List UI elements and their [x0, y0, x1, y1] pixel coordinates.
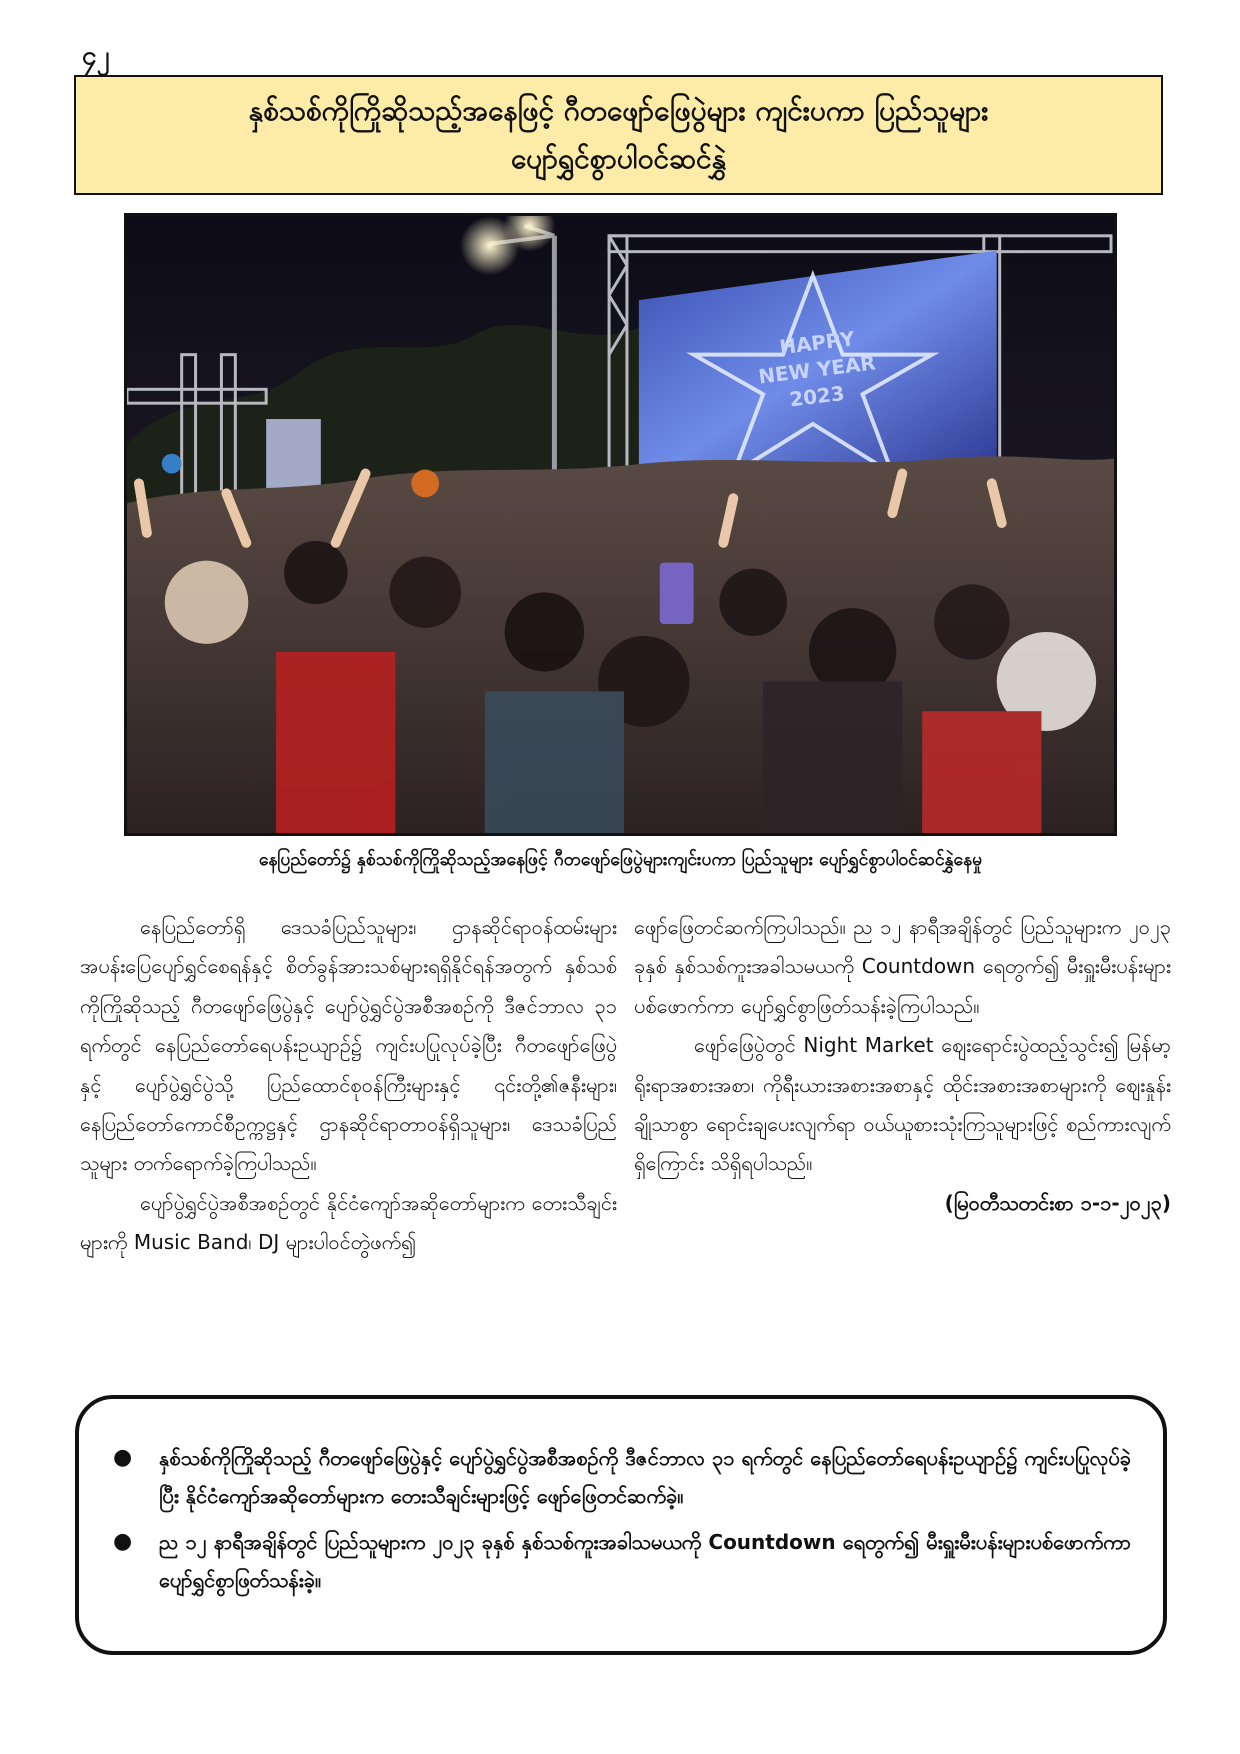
- article-paragraph: ဖျော်ဖြေပွဲတွင် Night Market ဈေးရောင်းပွဲထည့်သွင်း၍ မြန်မာ့ရိုးရာအစားအစာ၊ ကိုရီးယားအစားအစာနှင့် ထိုင်းအစားအစာများကို ဈေးနှုန်းချိုသာစွာ ရောင်းချပေးလျက်ရာ ဝယ်ယူစားသုံးကြသူများဖြင့် စည်ကားလျက်ရှိကြောင်း သိရှိရပါသည်။: [634, 1033, 1171, 1176]
- article-paragraph: ဖျော်ဖြေတင်ဆက်ကြပါသည်။ ည ၁၂ နာရီအချိန်တွင် ပြည်သူများက ၂၀၂၃ ခုနှစ် နှစ်သစ်ကူးအခါသမယကို Countdown ရေတွက်၍ မီးရှူးမီးပန်းများပစ်ဖောက်ကာ ပျော်ရွှင်စွာဖြတ်သန်းခဲ့ကြပါသည်။: [634, 915, 1171, 1018]
- screen-text-3: 2023: [788, 381, 846, 412]
- headline-line-2: ပျော်ရွှင်စွာပါဝင်ဆင်နွှဲ: [510, 142, 727, 175]
- article-column-left: [80, 908, 617, 1263]
- headline-box: [74, 75, 1163, 195]
- summary-list: [107, 1439, 1131, 1599]
- summary-point-text: ည ၁၂ နာရီအချိန်တွင် ပြည်သူများက ၂၀၂၃ ခုနှစ် နှစ်သစ်ကူးအခါသမယကို Countdown ရေတွက်၍ မီးရှူးမီးပန်းများပစ်ဖောက်ကာ ပျော်ရွှင်စွာဖြတ်သန်းခဲ့။: [159, 1530, 1131, 1592]
- screen-text-2: NEW YEAR: [757, 351, 877, 389]
- bullet-icon: ●: [113, 1529, 133, 1554]
- article-paragraph: ပျော်ပွဲရွှင်ပွဲအစီအစဉ်တွင် နိုင်ငံကျော်အဆိုတော်များက တေးသီချင်းများကို Music Band၊ DJ များပါဝင်တွဲဖက်၍: [80, 1190, 617, 1255]
- article-source: (မြဝတီသတင်းစာ ၁-၁-၂၀၂၃): [944, 1190, 1171, 1215]
- screen-text-1: HAPPY: [778, 327, 856, 360]
- headline-line-1: နှစ်သစ်ကိုကြိုဆိုသည့်အနေဖြင့် ဂီတဖျော်ဖြေပွဲများ ကျင်းပကာ ပြည်သူများ: [248, 94, 989, 127]
- summary-point: [113, 1523, 1131, 1599]
- page-number: ၄၂: [82, 41, 110, 71]
- article-column-right: [634, 908, 1171, 1223]
- news-photo: [124, 213, 1117, 836]
- concert-crowd-photo: [127, 216, 1114, 833]
- article-paragraph: နေပြည်တော်ရှိ ဒေသခံပြည်သူများ၊ ဌာနဆိုင်ရာဝန်ထမ်းများ အပန်းပြေပျော်ရွှင်စေရန်နှင့် စိတ်ခွန်အားသစ်များရရှိနိုင်ရန်အတွက် နှစ်သစ်ကိုကြိုဆိုသည့် ဂီတဖျော်ဖြေပွဲနှင့် ပျော်ပွဲရွှင်ပွဲအစီအစဉ်ကို ဒီဇင်ဘာလ ၃၁ ရက်တွင် နေပြည်တော်ရေပန်းဥယျာဉ်၌ ကျင်းပပြုလုပ်ခဲ့ပြီး ဂီတဖျော်ဖြေပွဲနှင့် ပျော်ပွဲရွှင်ပွဲသို့ ပြည်ထောင်စုဝန်ကြီးများနှင့် ၎င်းတို့၏ဇနီးများ၊ နေပြည်တော်ကောင်စီဥက္ကဋ္ဌနှင့် ဌာနဆိုင်ရာတာဝန်ရှိသူများ၊ ဒေသခံပြည်သူများ တက်ရောက်ခဲ့ကြပါသည်။: [80, 915, 617, 1176]
- summary-box: [75, 1395, 1167, 1655]
- summary-point: [113, 1439, 1131, 1515]
- photo-caption: နေပြည်တော်၌ နှစ်သစ်ကိုကြိုဆိုသည့်အနေဖြင့် ဂီတဖျော်ဖြေပွဲများကျင်းပကာ ပြည်သူများ ပျော်ရွှင်စွာပါဝင်ဆင်နွှဲနေမှု: [258, 850, 983, 870]
- bullet-icon: ●: [113, 1445, 133, 1470]
- summary-point-text: နှစ်သစ်ကိုကြိုဆိုသည့် ဂီတဖျော်ဖြေပွဲနှင့် ပျော်ပွဲရွှင်ပွဲအစီအစဉ်ကို ဒီဇင်ဘာလ ၃၁ ရက်တွင် နေပြည်တော်ရေပန်းဥယျာဉ်၌ ကျင်းပပြုလုပ်ခဲ့ပြီး နိုင်ငံကျော်အဆိုတော်များက တေးသီချင်းများဖြင့် ဖျော်ဖြေတင်ဆက်ခဲ့။: [159, 1446, 1131, 1508]
